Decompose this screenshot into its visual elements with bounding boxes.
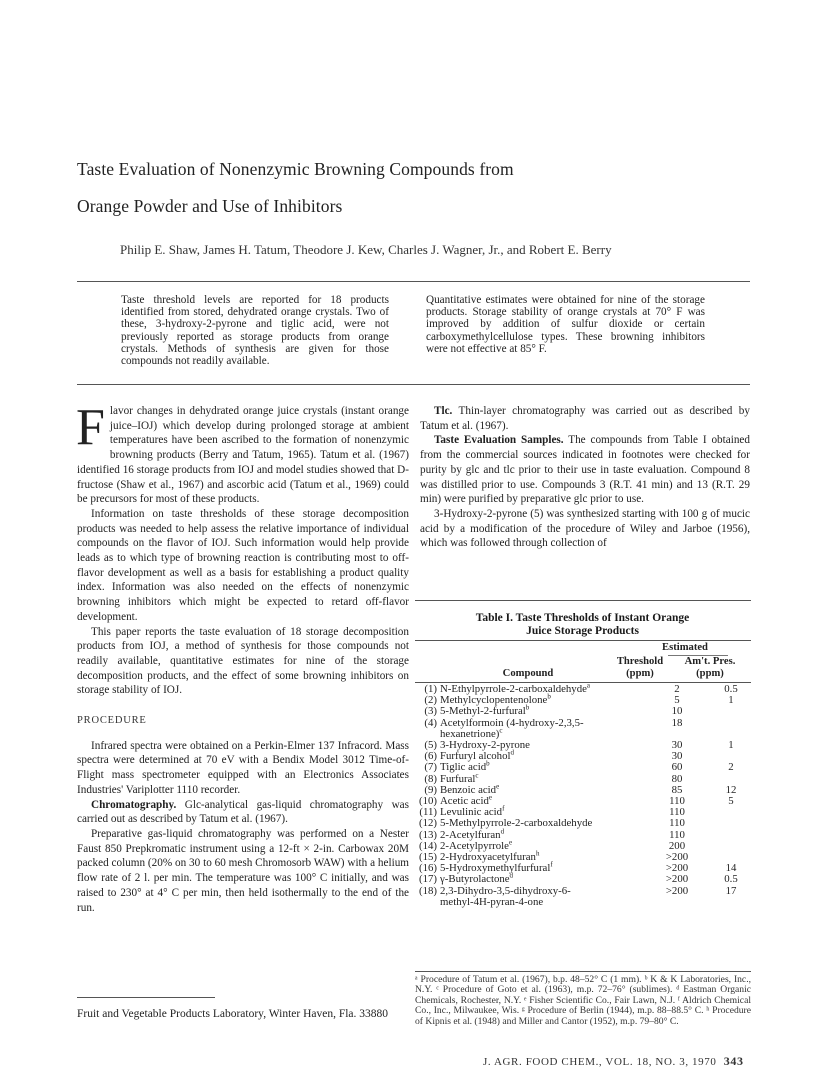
row-number: (13) — [419, 828, 437, 841]
tlc-heading: Tlc. — [434, 405, 453, 417]
header-threshold — [612, 656, 668, 680]
compound-name-text: Tiglic acid — [440, 761, 487, 774]
paragraph-chromatography — [77, 798, 409, 827]
compound-name-text: N-Ethylpyrrole-2-carboxaldehyde — [440, 683, 587, 695]
intro-paragraph — [76, 399, 409, 507]
compound-name-text: methyl-4H-pyran-4-one — [440, 895, 544, 908]
compound-name-text: Methylcyclopentenolone — [440, 694, 548, 707]
footnote-marker: a — [586, 681, 591, 690]
article-title-line-1: Taste Evaluation of Nonenzymic Browning Compounds from — [77, 159, 514, 179]
amount-present-value: 17 — [725, 884, 737, 897]
footnote-marker: f — [550, 860, 553, 869]
row-number: (2) — [424, 694, 437, 707]
compound-name-text: 5-Methylpyrrole-2-carboxaldehyde — [440, 817, 593, 830]
amount-present-value: 1 — [728, 694, 734, 707]
paragraph-taste-evaluation — [420, 433, 750, 507]
threshold-value: >200 — [665, 862, 689, 875]
compound-name-text: Furfural — [440, 772, 476, 785]
footnote-marker: b — [525, 703, 530, 712]
amount-present-value: 2 — [728, 761, 734, 774]
row-number — [415, 897, 440, 908]
row-number: (14) — [419, 839, 437, 852]
compound-name-text: Levulinic acid — [440, 806, 503, 819]
amount-present-value: 12 — [725, 783, 737, 796]
chromatography-text: Glc-analytical gas-liquid chromatography was carried out as described by Tatum et al. (1967). — [77, 798, 409, 826]
threshold-value: 5 — [674, 694, 680, 707]
footnote-marker: c — [475, 771, 479, 780]
footnote-marker: f — [502, 804, 505, 813]
abstract-left-text: Taste threshold levels are reported for 18 products identified from stored, dehydrated orange crystals. Two of these, 3-hydroxy-2-pyrone and tiglic acid, were not previously reported as storage products from orange crystals. Methods of synthesis are given for those compounds not readily available. — [121, 294, 389, 368]
footnote-marker: d — [500, 827, 505, 836]
header-amount-unit: (ppm) — [696, 668, 724, 679]
body-right-column — [420, 404, 750, 551]
table-header-rule — [415, 640, 751, 641]
table-bottom-rule — [415, 971, 751, 972]
footnote-marker: d — [510, 748, 514, 757]
page-number: 343 — [723, 1054, 744, 1068]
row-number: (7) — [424, 761, 437, 774]
header-compound: Compound — [502, 668, 554, 679]
paragraph-tlc — [420, 404, 750, 433]
compound-name-text: hexanetrione) — [440, 727, 500, 740]
compound-name-text: γ-Butyrolactone — [440, 873, 510, 886]
amount-present-value — [702, 830, 760, 841]
table-title-line-2: Juice Storage Products — [526, 625, 639, 637]
table-row — [415, 897, 760, 908]
footnote-marker: e — [508, 838, 513, 847]
compound-name — [440, 897, 652, 908]
threshold-value: 30 — [671, 750, 683, 763]
compound-name-text: 3-Hydroxy-2-pyrone — [440, 739, 530, 752]
taste-evaluation-heading: Taste Evaluation Samples. — [434, 434, 564, 447]
row-number: (18) — [419, 884, 437, 897]
threshold-value: >200 — [665, 873, 689, 886]
threshold-value: 110 — [669, 828, 685, 841]
table-top-rule — [415, 600, 751, 601]
row-number: (8) — [424, 772, 437, 785]
abstract-right — [426, 294, 705, 355]
compound-name-text: Acetic acid — [440, 795, 489, 808]
table-title — [415, 612, 750, 638]
header-threshold-unit: (ppm) — [626, 668, 654, 679]
author-list: Philip E. Shaw, James H. Tatum, Theodore J. Kew, Charles J. Wagner, Jr., and Robert E. Berry — [120, 242, 612, 257]
threshold-value: 2 — [674, 683, 680, 695]
taste-evaluation-text: The compounds from Table I obtained from the commercial sources indicated in footnotes were checked for purity by glc and tlc prior to their use in taste evaluation. Compound 8 was distilled prior to use. Compounds 3 (R.T. 41 min) and 13 (R.T. 29 min) were purified by preparative glc prior to use. — [420, 434, 750, 506]
footnote-marker: e — [496, 782, 500, 791]
amount-present-value: 0.5 — [724, 683, 738, 695]
row-number: (17) — [419, 873, 437, 886]
threshold-value: >200 — [665, 884, 689, 897]
footnote-rule — [77, 997, 215, 998]
affiliation-footnote: Fruit and Vegetable Products Laboratory, Winter Haven, Fla. 33880 — [77, 1008, 389, 1020]
amount-present-value — [702, 718, 760, 729]
chromatography-heading: Chromatography. — [91, 798, 177, 811]
row-number: (5) — [424, 739, 437, 752]
threshold-value: 80 — [671, 772, 683, 785]
row-number: (1) — [424, 683, 437, 695]
row-number: (11) — [419, 806, 437, 819]
amount-present-value: 0.5 — [724, 873, 738, 886]
threshold-value: 30 — [671, 739, 683, 752]
header-amount-present — [675, 656, 745, 680]
compound-name-text: 2,3-Dihydro-3,5-dihydroxy-6- — [440, 884, 571, 897]
compound-name-text: 2-Acetylpyrrole — [440, 839, 509, 852]
paragraph-information: Information on taste thresholds of these storage decomposition products was needed to help assess the relative importance of individual compounds on the flavor of IOJ. Such information would help provide leads as to which type of browning reaction is contributing most to off-flavor development as well as a basis for establishing a product quality index. Information was also needed on the effects of nonenzymic browning inhibitors which might be expected to retard off-flavor development. — [77, 507, 409, 623]
article-title-line-2: Orange Powder and Use of Inhibitors — [77, 196, 343, 216]
intro-text: lavor changes in dehydrated orange juice crystals (instant orange juice–IOJ) which develop during prolonged storage at ambient temperatures have been ascribed to the formation of nonenzymic browning products (Berry and Tatum, 1965). Tatum et al. (1967) identified 16 storage products from IOJ and model studies showed that D-fructose (Shaw et al., 1967) and ascorbic acid (Tatum et al., 1969) could be precursors for most of these products. — [77, 405, 409, 506]
header-estimated: Estimated — [662, 642, 708, 653]
footnote-marker: b — [486, 759, 490, 768]
row-number: (6) — [424, 750, 437, 763]
compound-name-text: 5-Methyl-2-furfural — [440, 705, 526, 718]
abstract-left — [121, 294, 389, 367]
procedure-heading: PROCEDURE — [77, 715, 147, 727]
amount-present-value: 14 — [725, 862, 737, 875]
footnote-marker: d — [509, 871, 514, 880]
compound-name-text: Benzoic acid — [440, 783, 497, 796]
top-divider — [77, 281, 750, 282]
compound-name-text: Acetylformoin (4-hydroxy-2,3,5- — [440, 716, 584, 729]
row-number: (9) — [424, 783, 437, 796]
row-number: (16) — [419, 862, 437, 875]
threshold-value: 110 — [669, 795, 685, 808]
drop-cap: F — [76, 399, 105, 456]
header-threshold-label: Threshold — [616, 656, 664, 667]
abstract-right-text: Quantitative estimates were obtained for nine of the storage products. Storage stability of orange crystals at 70° F was improved by addition of sulfur dioxide or certain carboxymethylcellulose types. These browning inhibitors were not effective at 85° F. — [426, 294, 705, 355]
threshold-value: 110 — [669, 817, 685, 830]
table-footnotes: ᵃ Procedure of Tatum et al. (1967), b.p. 48–52° C (1 mm). ᵇ K & K Laboratories, Inc., N.Y. ᶜ Procedure of Goto et al. (1963), m.p. 72–76° (sublimes). ᵈ Eastman Organic Chemicals, Rochester, N.Y. ᵉ Fisher Scientific Co., Fair Lawn, N.J. ᶠ Aldrich Chemical Co., Inc., Milwaukee, Wis. ᵍ Procedure of Berlin (1944), m.p. 88–88.5° C. ʰ Procedure of Kipnis et al. (1948) and Miller and Cantor (1952), m.p. 79–80° C. — [415, 974, 751, 1027]
threshold-value: 200 — [668, 839, 686, 852]
amount-present-value — [702, 897, 760, 908]
row-number: (12) — [419, 817, 437, 830]
row-number: (4) — [424, 716, 437, 729]
amount-present-value — [702, 818, 760, 829]
tlc-text: Thin-layer chromatography was carried out as described by Tatum et al. (1967). — [420, 405, 750, 432]
table-title-line-1: Table I. Taste Thresholds of Instant Orange — [475, 612, 690, 624]
threshold-value: >200 — [665, 851, 689, 864]
threshold-value: 10 — [671, 705, 683, 718]
table-body — [415, 681, 760, 908]
row-number: (10) — [419, 795, 437, 808]
paragraph-infrared: Infrared spectra were obtained on a Perkin-Elmer 137 Infracord. Mass spectra were determined at 70 eV with a Bendix Model 3012 Time-of-Flight mass spectrometer equipped with an Electronics Associates Industries' Variplotter 1110 recorder. — [77, 739, 409, 796]
amount-present-value — [702, 706, 760, 717]
footnote-marker: b — [547, 692, 551, 701]
threshold-value: 18 — [671, 716, 683, 729]
amount-present-value — [702, 841, 760, 852]
footnote-marker: e — [488, 793, 492, 802]
body-left-column — [76, 399, 409, 915]
threshold-value: 110 — [669, 806, 685, 819]
paragraph-this-paper: This paper reports the taste evaluation of 18 storage decomposition products from IOJ, a method of synthesis for those compounds not readily available, quantitative estimates for nine of the storage decomposition products, and the effect of some browning inhibitors on storage stability of IOJ. — [77, 625, 409, 697]
threshold-value: 85 — [671, 783, 683, 796]
footnote-marker: h — [535, 849, 540, 858]
taste-threshold-table — [415, 681, 760, 908]
journal-footer — [483, 1054, 744, 1069]
footnote-marker: c — [499, 726, 503, 735]
paragraph-pyrone: 3-Hydroxy-2-pyrone (5) was synthesized starting with 100 g of mucic acid by a modification of the procedure of Wiley and Jarboe (1956), which was followed through collection of — [420, 507, 750, 550]
amount-present-value: 5 — [728, 795, 734, 808]
compound-name-text: 2-Hydroxyacetylfuran — [440, 851, 536, 864]
threshold-value: 60 — [671, 761, 683, 774]
row-number: (3) — [424, 705, 437, 718]
header-amount-label: Am't. Pres. — [684, 656, 736, 667]
amount-present-value: 1 — [728, 739, 734, 752]
compound-name-text: Furfuryl alcohol — [440, 750, 511, 763]
threshold-value — [652, 897, 702, 908]
journal-citation: J. AGR. FOOD CHEM., VOL. 18, NO. 3, 1970 — [483, 1056, 717, 1068]
compound-name-text: 5-Hydroxymethylfurfural — [440, 862, 551, 875]
amount-present-value — [702, 807, 760, 818]
row-number: (15) — [419, 851, 437, 864]
compound-name-text: 2-Acetylfuran — [440, 828, 501, 841]
paragraph-preparative: Preparative gas-liquid chromatography was performed on a Nester Faust 850 Prepkromatic instrument using a 12-ft × 2-in. Carbowax 20M packed column (20% on 30 to 60 mesh Chromosorb WAW) with a helium flow rate of 2 l. per min. The temperature was 100° C initially, and was raised to 230° at 4° C per min, then held isothermally to the end of the run. — [77, 827, 409, 914]
abstract-divider — [77, 384, 750, 385]
